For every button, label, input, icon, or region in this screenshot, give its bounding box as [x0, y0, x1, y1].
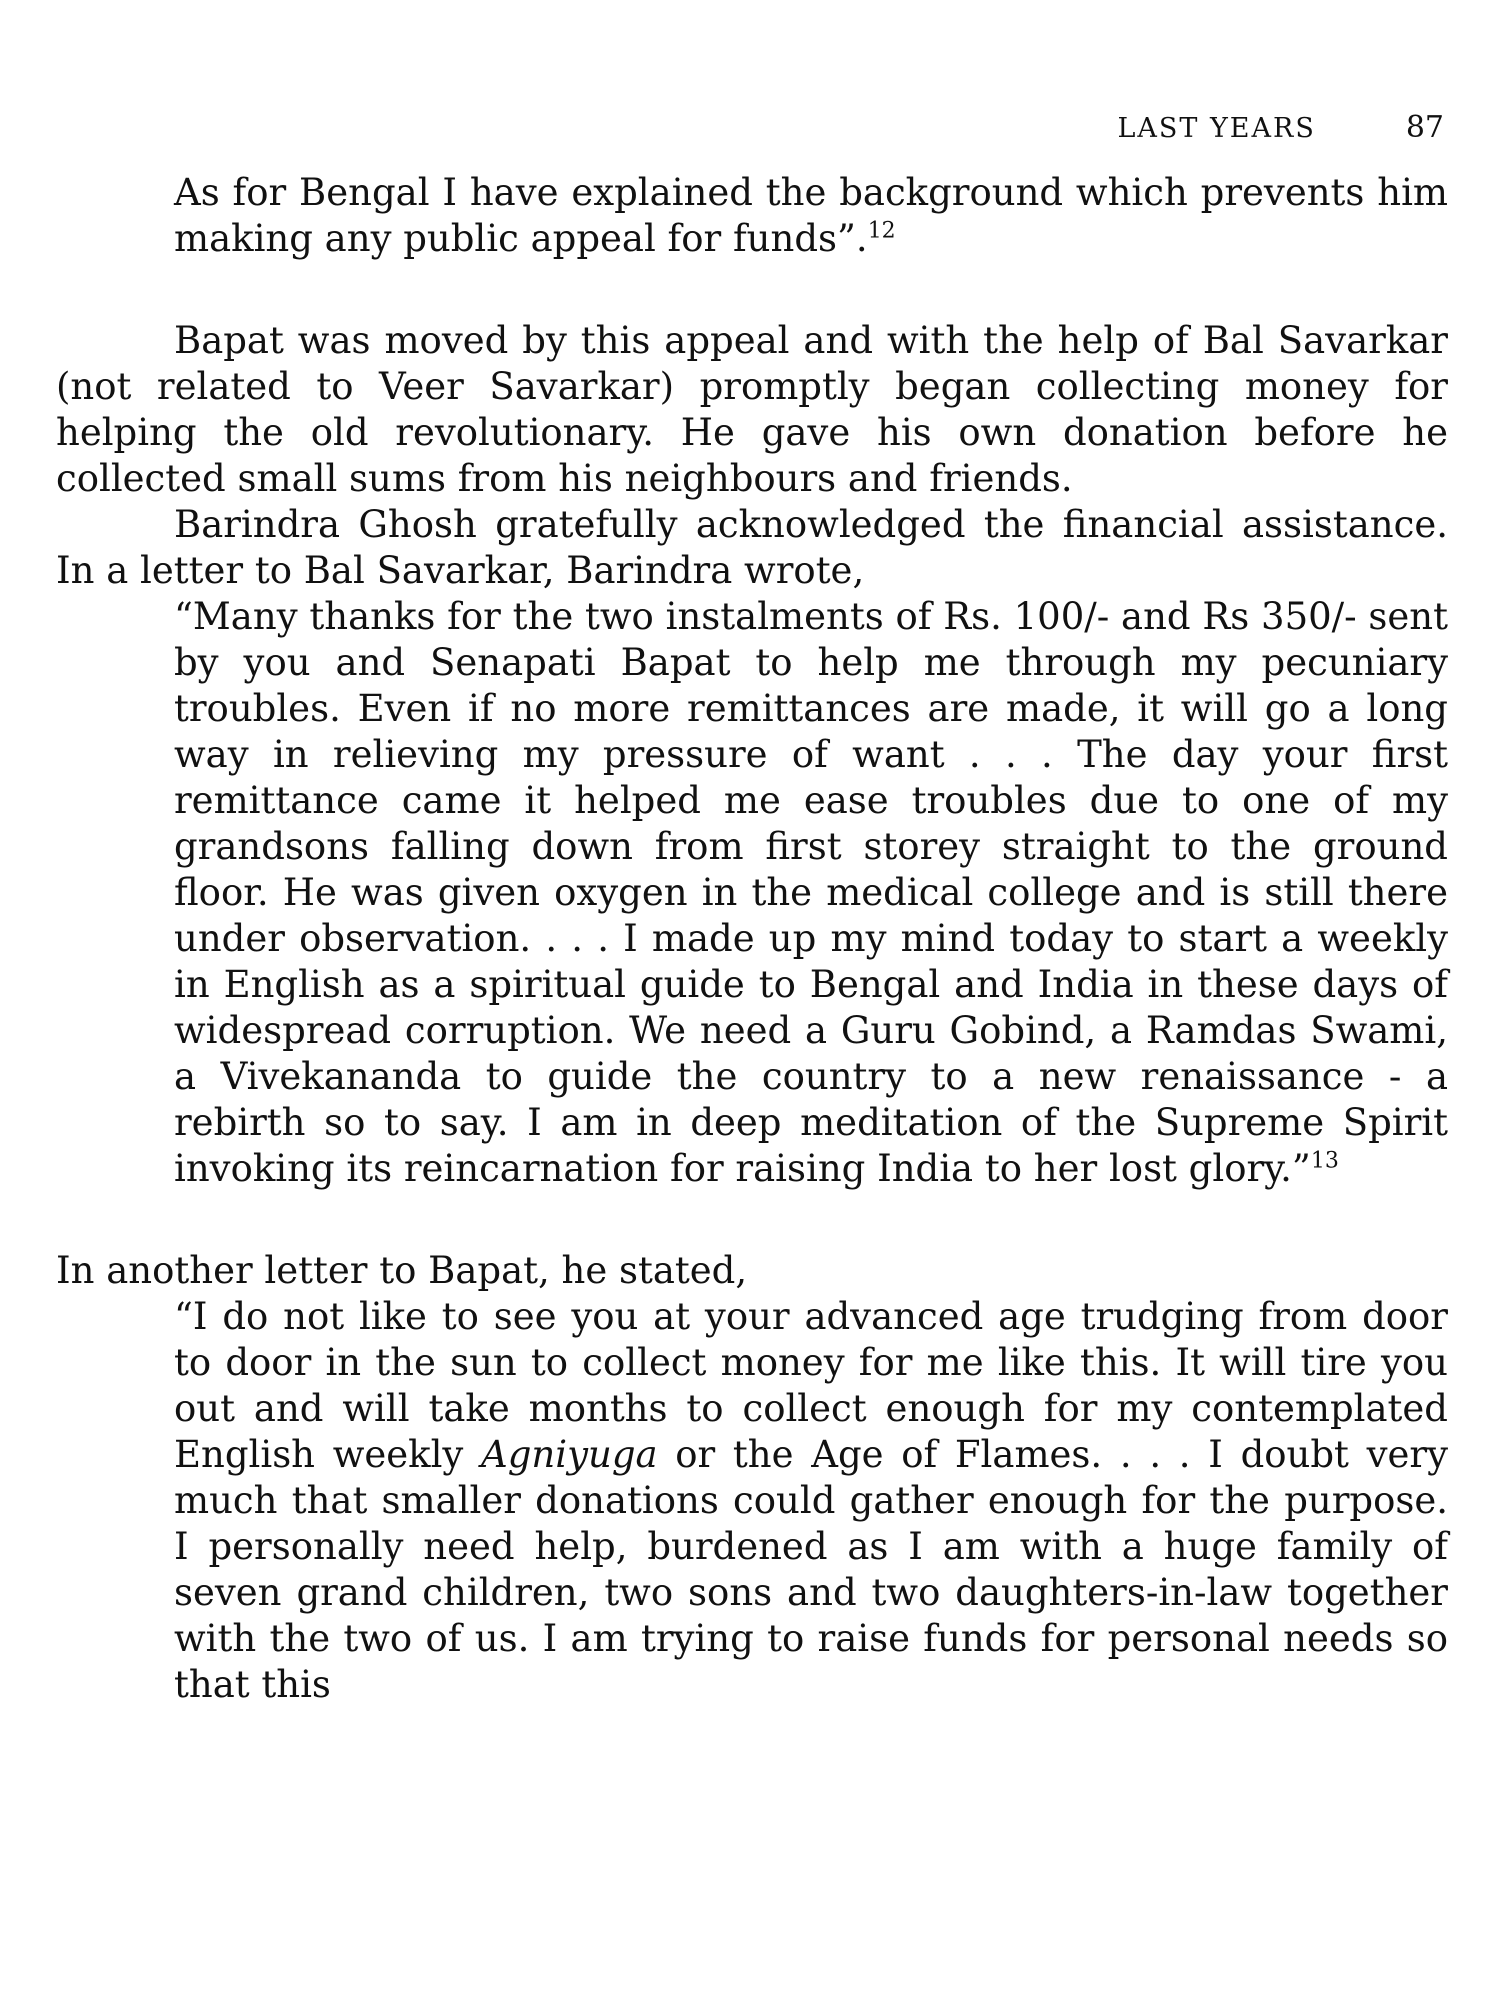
- page-number: 87: [1405, 110, 1444, 145]
- paragraph-bapat: Bapat was moved by this appeal and with the help of Bal Savarkar (not related to Veer Savarkar) promptly began collecting money for helping the old revolutionary. He gave his own donation before he collected small sums from his neighbours and friends.: [56, 319, 1448, 500]
- running-title: LAST YEARS: [1117, 113, 1316, 144]
- quote-text-part1: “I do not like to see you at your advanced age trudging from door to door in the sun to collect money for me like this. It will tire you out and will take months to collect enough for my contemplated English weekly: [174, 1295, 1448, 1476]
- quote-text-part2: or the Age of Flames. . . . I doubt very much that smaller donations could gather enough for the purpose. I personally need help, burdened as I am with a huge family of seven grand children, two sons and two daughters-in-law together with the two of us. I am trying to raise funds for personal needs so that this: [174, 1433, 1448, 1706]
- quote-continuation: [56, 170, 1448, 262]
- running-header: [1117, 110, 1444, 145]
- quote-text: “Many thanks for the two instalments of Rs. 100/- and Rs 350/- sent by you and Senapati Bapat to help me through my pecuniary troubles. Even if no more remittances are made, it will go a long way in relieving my pressure of want . . . The day your first remittance came it helped me ease troubles due to one of my grandsons falling down from first storey straight to the ground floor. He was given oxygen in the medical college and is still there under observation. . . . I made up my mind today to start a weekly in English as a spiritual guide to Bengal and India in these days of widespread corruption. We need a Guru Gobind, a Ramdas Swami, a Vivekananda to guide the country to a new renaissance - a rebirth so to say. I am in deep meditation of the Supreme Spirit invoking its reincarnation for raising India to her lost glory.”: [174, 595, 1448, 1190]
- footnote-marker-13: 13: [1310, 1148, 1339, 1174]
- body-text: [56, 170, 1448, 1708]
- weekly-title: Agniyuga: [481, 1433, 658, 1476]
- quote-text: As for Bengal I have explained the background which prevents him making any public appeal for funds”.: [174, 171, 1448, 260]
- footnote-marker-12: 12: [867, 218, 896, 244]
- quote-letter-bapat: [56, 1294, 1448, 1708]
- paragraph-another-letter: In another letter to Bapat, he stated,: [56, 1249, 748, 1292]
- quote-letter-savarkar: [56, 594, 1448, 1192]
- paragraph-barindra: Barindra Ghosh gratefully acknowledged the financial assistance. In a letter to Bal Savarkar, Barindra wrote,: [56, 503, 1448, 592]
